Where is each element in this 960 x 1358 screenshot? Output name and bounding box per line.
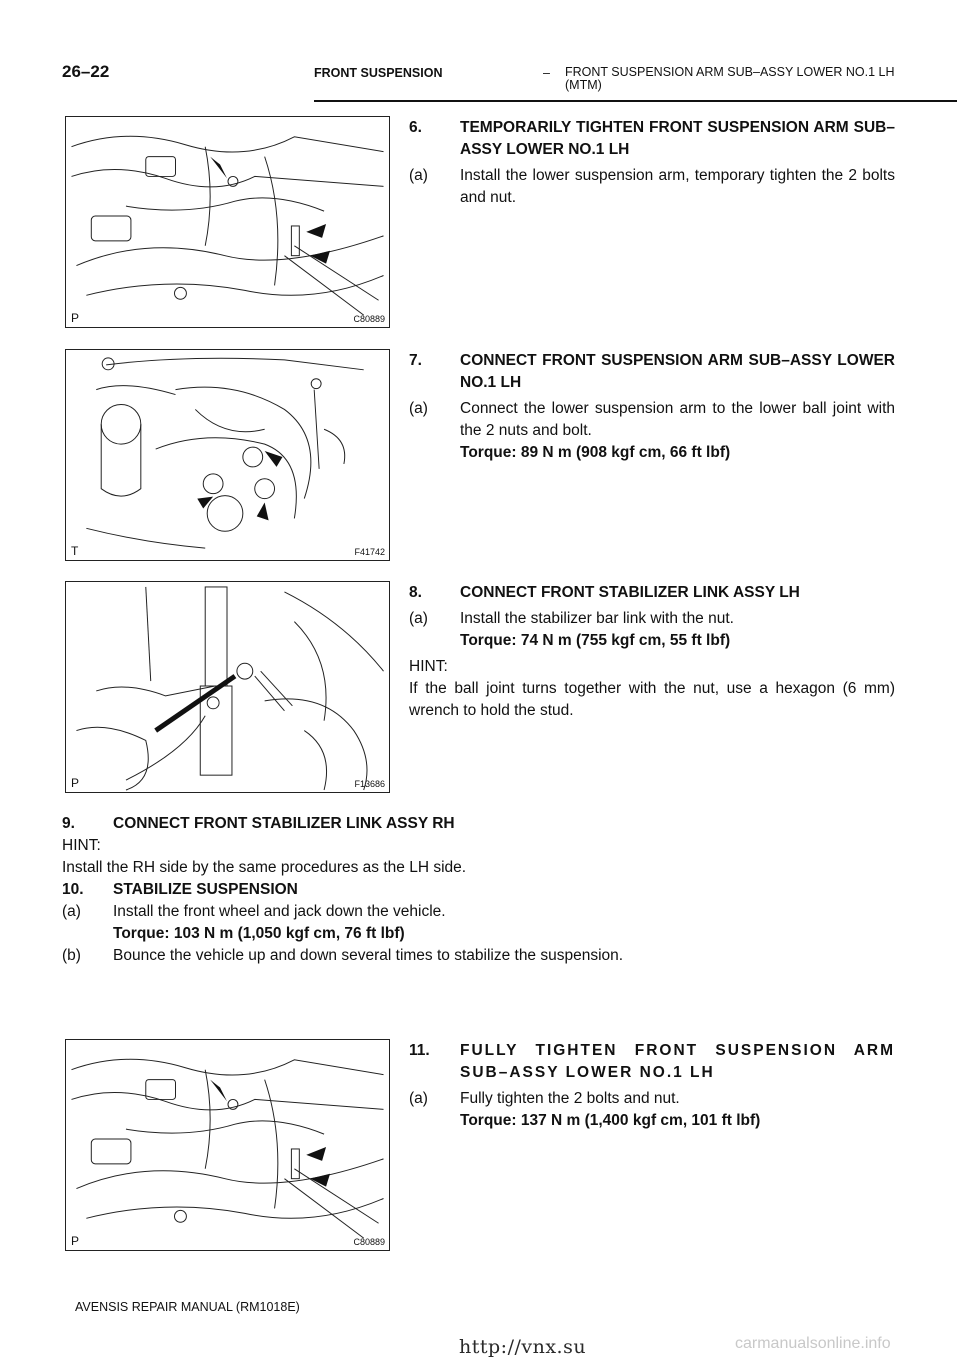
section-title: FRONT SUSPENSION [314, 66, 443, 80]
substep-text: Install the lower suspension arm, temporary tighten the 2 bolts and nut. [460, 167, 895, 206]
step-11 [409, 1040, 895, 1132]
figure-code: F41742 [354, 547, 385, 557]
substep-number: (a) [409, 1090, 428, 1107]
step-number: 8. [409, 584, 422, 601]
step-number: 7. [409, 352, 422, 369]
step-8-a [409, 608, 895, 630]
step-title: CONNECT FRONT SUSPENSION ARM SUB–ASSY LOWER NO.1 LH [460, 352, 895, 391]
figure-suspension-arm-temp [65, 116, 390, 328]
step-number: 9. [62, 815, 75, 832]
substep-text: Fully tighten the 2 bolts and nut. [460, 1090, 680, 1107]
substep-text: Connect the lower suspension arm to the lower ball joint with the 2 nuts and bolt. [460, 400, 895, 439]
figure-mark: P [71, 1234, 80, 1248]
step-6 [409, 117, 895, 209]
page-header [62, 62, 895, 104]
figure-mark: P [71, 311, 80, 325]
footer-manual-id: AVENSIS REPAIR MANUAL (RM1018E) [75, 1300, 300, 1314]
suspension-arm-illustration [66, 117, 389, 327]
page-number: 26–22 [62, 62, 110, 81]
hint-label: HINT: [62, 837, 101, 854]
step-7 [409, 350, 895, 464]
substep-text: Bounce the vehicle up and down several times to stabilize the suspension. [113, 947, 624, 964]
figure-code: C80889 [353, 314, 385, 324]
torque-spec: Torque: 89 N m (908 kgf cm, 66 ft lbf) [460, 444, 731, 461]
header-rule [314, 100, 957, 102]
step-title: TEMPORARILY TIGHTEN FRONT SUSPENSION ARM SUB–ASSY LOWER NO.1 LH [460, 119, 895, 158]
substep-text: Install the front wheel and jack down the vehicle. [113, 903, 446, 920]
step-11-title [409, 1040, 895, 1084]
substep-number: (a) [409, 400, 428, 417]
step-11-a [409, 1088, 895, 1110]
step-6-a [409, 165, 895, 209]
step-number: 10. [62, 881, 84, 898]
step-9 [62, 813, 895, 967]
step-10-b [62, 945, 895, 967]
step-number: 6. [409, 119, 422, 136]
ball-joint-illustration [66, 350, 389, 560]
figure-stabilizer-link [65, 581, 390, 793]
watermark-link: http://vnx.su [459, 1336, 587, 1358]
step-10-title [62, 879, 895, 901]
site-watermark: carmanualsonline.info [735, 1335, 891, 1352]
hint-text: Install the RH side by the same procedures as the LH side. [62, 859, 467, 876]
figure-mark: P [71, 776, 80, 790]
step-title: CONNECT FRONT STABILIZER LINK ASSY LH [460, 584, 800, 601]
step-number: 11. [409, 1042, 430, 1059]
torque-spec: Torque: 137 N m (1,400 kgf cm, 101 ft lbf) [460, 1112, 761, 1129]
substep-number: (b) [62, 947, 81, 964]
step-title: STABILIZE SUSPENSION [113, 881, 298, 898]
substep-number: (a) [409, 610, 428, 627]
stabilizer-link-illustration [66, 582, 389, 792]
torque-spec: Torque: 74 N m (755 kgf cm, 55 ft lbf) [460, 632, 731, 649]
figure-ball-joint [65, 349, 390, 561]
header-separator: – [543, 66, 550, 80]
step-6-title [409, 117, 895, 161]
step-8 [409, 582, 895, 722]
header-subtitle: FRONT SUSPENSION ARM SUB–ASSY LOWER NO.1 LH (MTM) [565, 65, 895, 92]
substep-text: Install the stabilizer bar link with the nut. [460, 610, 734, 627]
step-7-title [409, 350, 895, 394]
step-title: CONNECT FRONT STABILIZER LINK ASSY RH [113, 815, 455, 832]
substep-number: (a) [62, 903, 81, 920]
figure-mark: T [71, 544, 79, 558]
step-10-a [62, 901, 895, 923]
hint-text: If the ball joint turns together with the nut, use a hexagon (6 mm) wrench to hold the stud. [409, 680, 895, 719]
step-8-title [409, 582, 895, 604]
figure-suspension-arm-full [65, 1039, 390, 1251]
suspension-arm-illustration [66, 1040, 389, 1250]
step-title: FULLY TIGHTEN FRONT SUSPENSION ARM SUB–ASSY LOWER NO.1 LH [460, 1042, 895, 1081]
figure-code: F13686 [354, 779, 385, 789]
torque-spec: Torque: 103 N m (1,050 kgf cm, 76 ft lbf) [113, 925, 405, 942]
step-7-a [409, 398, 895, 442]
step-9-title [62, 813, 895, 835]
hint-label: HINT: [409, 658, 448, 675]
substep-number: (a) [409, 167, 428, 184]
figure-code: C80889 [353, 1237, 385, 1247]
